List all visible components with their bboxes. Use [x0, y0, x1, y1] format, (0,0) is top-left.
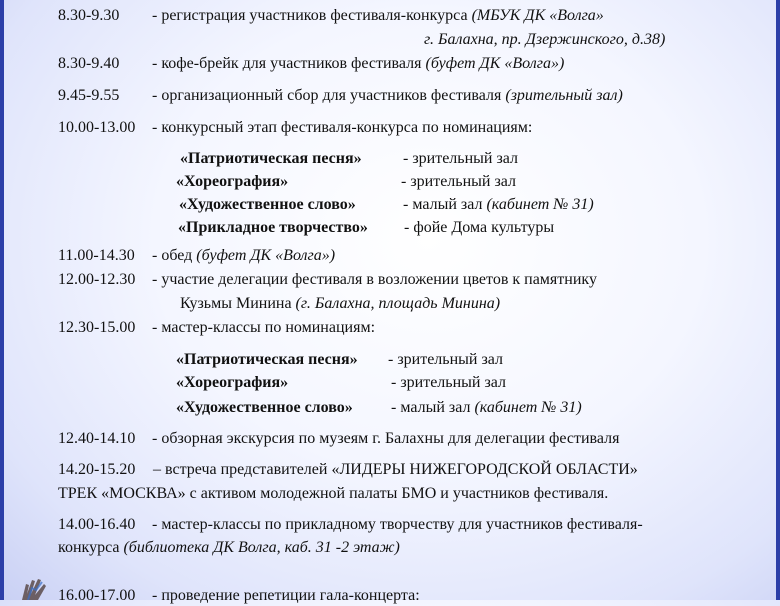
nomination-venue: - зрительный зал — [403, 150, 519, 167]
right-border — [776, 0, 780, 600]
nomination-name: «Прикладное творчество» — [178, 219, 368, 236]
hands-logo-icon — [18, 576, 58, 600]
schedule-text: - регистрация участников фестиваля-конкурса (МБУК ДК «Волга» — [152, 7, 604, 24]
schedule-time: 14.00-16.40 — [58, 516, 136, 533]
nomination-name: «Художественное слово» — [176, 399, 353, 416]
schedule-time: 12.00-12.30 — [58, 271, 136, 288]
schedule-text: – встреча представителей «ЛИДЕРЫ НИЖЕГОРОДСКОЙ ОБЛАСТИ» — [153, 461, 638, 478]
schedule-text: - участие делегации фестиваля в возложении цветов к памятнику — [152, 271, 597, 288]
nomination-name: «Художественное слово» — [179, 196, 356, 213]
schedule-place-continuation: г. Балахна, пр. Дзержинского, д.38) — [424, 31, 666, 48]
schedule-time: 8.30-9.30 — [58, 7, 120, 24]
nomination-name: «Патриотическая песня» — [180, 150, 362, 167]
left-border — [0, 0, 4, 600]
nomination-venue: - зрительный зал — [391, 374, 507, 391]
schedule-text: - обед (буфет ДК «Волга») — [152, 247, 336, 264]
schedule-time: 14.20-15.20 — [58, 461, 136, 478]
schedule-text: - организационный сбор для участников фестиваля (зрительный зал) — [152, 87, 623, 104]
schedule-time: 12.40-14.10 — [58, 430, 136, 447]
nomination-venue: - зрительный зал — [388, 351, 504, 368]
schedule-time: 12.30-15.00 — [58, 319, 136, 336]
nomination-name: «Хореография» — [176, 173, 289, 190]
schedule-time: 11.00-14.30 — [58, 247, 135, 264]
schedule-text: - мастер-классы по прикладному творчеству для участников фестиваля- — [152, 516, 643, 533]
schedule-time: 9.45-9.55 — [58, 87, 120, 104]
nomination-name: «Патриотическая песня» — [176, 351, 358, 368]
schedule-text: - мастер-классы по номинациям: — [152, 319, 376, 336]
schedule-text: - обзорная экскурсия по музеям г. Балахны для делегации фестиваля — [152, 430, 620, 447]
nomination-venue: - фойе Дома культуры — [404, 219, 555, 236]
schedule-time: 16.00-17.00 — [58, 587, 136, 604]
schedule-text: - проведение репетиции гала-концерта: — [152, 587, 420, 604]
schedule-text-continuation: Кузьмы Минина (г. Балахна, площадь Минина) — [180, 295, 501, 312]
schedule-text: - кофе-брейк для участников фестиваля (буфет ДК «Волга») — [152, 55, 565, 72]
schedule-time: 10.00-13.00 — [58, 119, 136, 136]
nomination-name: «Хореография» — [176, 374, 289, 391]
nomination-venue: - зрительный зал — [401, 173, 517, 190]
schedule-time: 8.30-9.40 — [58, 55, 120, 72]
nomination-venue: - малый зал (кабинет № 31) — [403, 196, 594, 213]
schedule-text-continuation: конкурса (библиотека ДК Волга, каб. 31 -2 этаж) — [58, 539, 400, 556]
nomination-venue: - малый зал (кабинет № 31) — [391, 399, 582, 416]
schedule-text-continuation: ТРЕК «МОСКВА» с активом молодежной палаты БМО и участников фестиваля. — [58, 485, 609, 502]
schedule-text: - конкурсный этап фестиваля-конкурса по номинациям: — [152, 119, 533, 136]
